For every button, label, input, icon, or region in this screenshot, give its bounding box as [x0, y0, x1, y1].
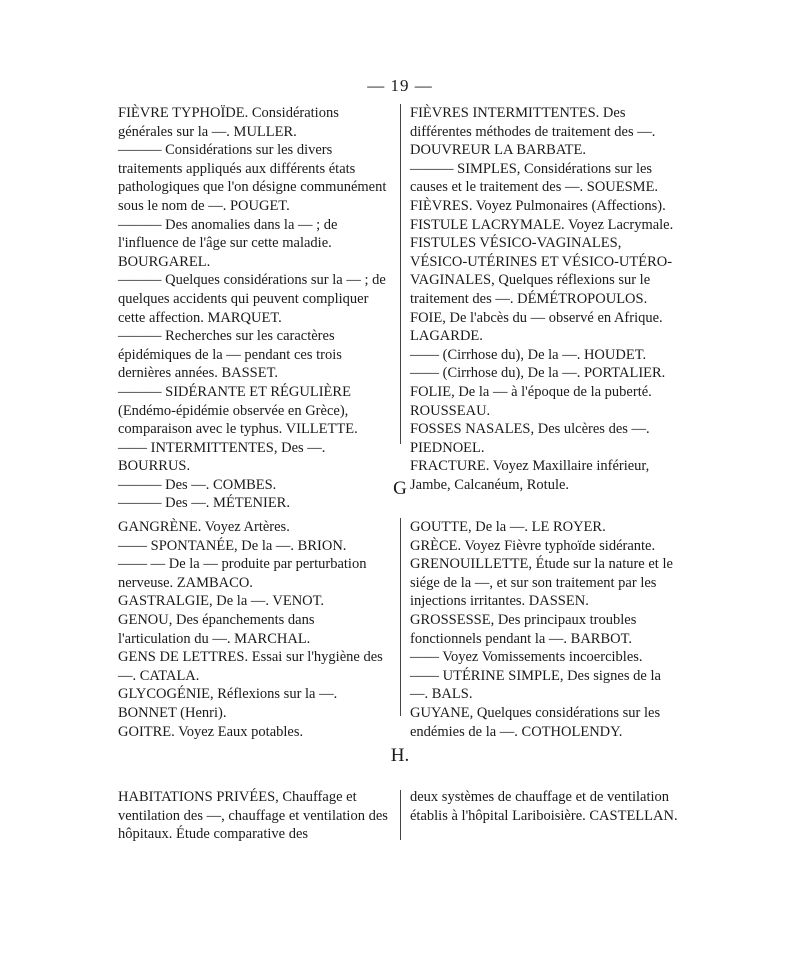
index-entry: FIÈVRES. Voyez Pulmonaires (Affections).: [410, 197, 666, 214]
index-entry: FIÈVRES INTERMITTENTES. Des différentes méthodes de traitement des —. DOUVREUR LA BARBATE.: [410, 105, 656, 159]
divider-F: [400, 104, 401, 444]
index-entry: GUYANE, Quelques considérations sur les endémies de la —. COTHOLENDY.: [410, 704, 661, 740]
index-entry: ——— Des —. MÉTENIER.: [118, 495, 290, 512]
section-G-left-column: [118, 518, 390, 741]
index-entry: FRACTURE. Voyez Maxillaire inférieur, Jambe, Calcanéum, Rotule.: [410, 458, 650, 493]
section-H-right-text: deux systèmes de chauffage et de ventilation établis à l'hôpital Lariboisière. CASTELLAN.: [410, 789, 678, 824]
divider-G: [400, 518, 401, 716]
index-entry: GLYCOGÉNIE, Réflexions sur la —. BONNET (Henri).: [118, 686, 338, 721]
index-entry: —— INTERMITTENTES, Des —. BOURRUS.: [118, 439, 326, 475]
page-number: — 19 —: [367, 76, 433, 95]
section-F-left-column: [118, 104, 390, 513]
index-entry: ——— Quelques considérations sur la — ; de quelques accidents qui peuvent compliquer cette affection. MARQUET.: [118, 272, 386, 326]
section-F-right-column: [410, 104, 678, 494]
index-entry: ——— Des —. COMBES.: [118, 476, 277, 493]
section-H-left-text: HABITATIONS PRIVÉES, Chauffage et ventilation des —, chauffage et ventilation des hôpitaux. Étude comparative des: [118, 789, 388, 843]
index-entry: ——— SIMPLES, Considérations sur les causes et le traitement des —. SOUESME.: [410, 160, 659, 196]
index-entry: —— UTÉRINE SIMPLE, Des signes de la —. BALS.: [410, 667, 661, 703]
index-entry: GANGRÈNE. Voyez Artères.: [118, 519, 290, 535]
index-entry: ——— Des anomalies dans la — ; de l'influence de l'âge sur cette maladie. BOURGAREL.: [118, 216, 338, 270]
index-entry: —— SPONTANÉE, De la —. BRION.: [118, 537, 347, 554]
index-entry: GENS DE LETTRES. Essai sur l'hygiène des —. CATALA.: [118, 649, 383, 684]
section-letter-G: G: [393, 478, 407, 499]
index-entry: FISTULE LACRYMALE. Voyez Lacrymale.: [410, 216, 674, 233]
index-entry: —— (Cirrhose du), De la —. HOUDET.: [410, 346, 647, 363]
index-entry: GROSSESSE, Des principaux troubles fonctionnels pendant la —. BARBOT.: [410, 611, 637, 647]
index-entry: FOIE, De l'abcès du — observé en Afrique. LAGARDE.: [410, 309, 663, 345]
section-letter-H: H.: [390, 745, 410, 766]
index-entry: FISTULES VÉSICO-VAGINALES, VÉSICO-UTÉRINES ET VÉSICO-UTÉRO-VAGINALES, Quelques réflexions sur le traitement des —. DÉMÉTROPOULOS.: [410, 235, 673, 307]
divider-H: [400, 790, 401, 840]
index-entry: GOUTTE, De la —. LE ROYER.: [410, 519, 606, 535]
index-entry: ——— SIDÉRANTE ET RÉGULIÈRE (Endémo-épidémie observée en Grèce), comparaison avec le typhus. VILLETTE.: [118, 383, 358, 438]
index-entry: GASTRALGIE, De la —. VENOT.: [118, 593, 325, 610]
index-entry: GENOU, Des épanchements dans l'articulation du —. MARCHAL.: [118, 611, 315, 647]
index-entry: GRENOUILLETTE, Étude sur la nature et le siége de la —, et sur son traitement par les injections irritantes. DASSEN.: [410, 556, 673, 610]
index-entry: FIÈVRE TYPHOÏDE. Considérations générales sur la —. MULLER.: [118, 105, 339, 140]
index-entry: —— Voyez Vomissements incoercibles.: [410, 649, 643, 666]
index-entry: FOLIE, De la — à l'époque de la puberté. ROUSSEAU.: [410, 383, 652, 419]
index-entry: GRÈCE. Voyez Fièvre typhoïde sidérante.: [410, 537, 656, 554]
index-entry: —— (Cirrhose du), De la —. PORTALIER.: [410, 365, 666, 382]
index-entry: GOITRE. Voyez Eaux potables.: [118, 723, 304, 740]
index-entry: ——— Recherches sur les caractères épidémiques de la — pendant ces trois dernières années. BASSET.: [118, 328, 342, 382]
section-G-right-column: [410, 518, 678, 741]
index-entry: ——— Considérations sur les divers traitements appliqués aux différents états pathologiques que l'on désigne communément sous le nom de —. POUGET.: [118, 142, 387, 214]
index-entry: FOSSES NASALES, Des ulcères des —. PIEDNOEL.: [410, 421, 650, 456]
index-entry: —— — De la — produite par perturbation nerveuse. ZAMBACO.: [118, 556, 367, 591]
